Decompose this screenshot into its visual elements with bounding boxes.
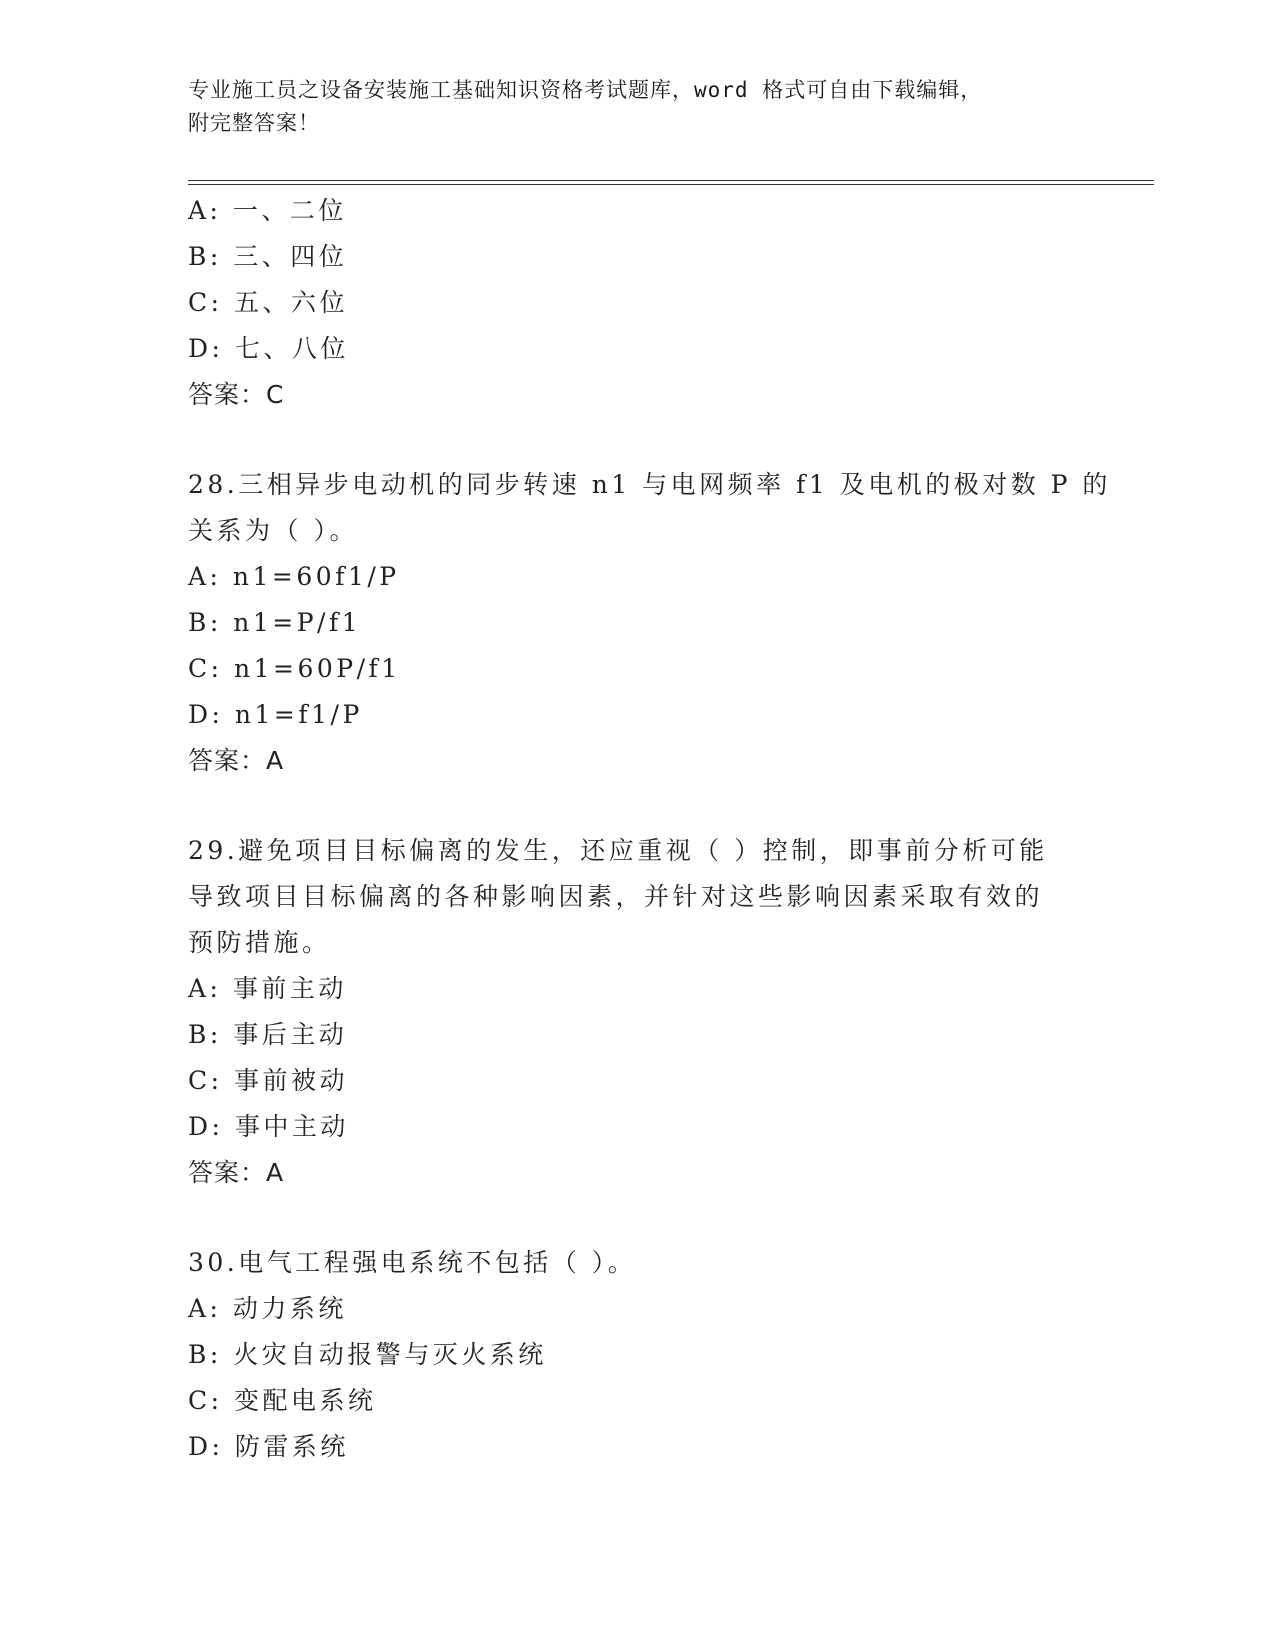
question-text-line: 关系为（ ）。 [188,516,358,545]
header-title-line-1: 专业施工员之设备安装施工基础知识资格考试题库，word 格式可自由下载编辑， [188,78,983,102]
header-title-line-2: 附完整答案！ [188,111,320,135]
answer-line: 答案：C [188,380,285,409]
option-d: D: 七、八位 [188,334,349,363]
question-text-line: 预防措施。 [188,928,331,957]
question-text-line: 28.三相异步电动机的同步转速 n1 与电网频率 f1 及电机的极对数 P 的 [188,470,1111,499]
option-a: A: 动力系统 [188,1294,347,1323]
header-divider-bottom [188,184,1154,185]
option-d: D: n1=f1/P [188,700,363,729]
option-a: A: n1=60f1/P [188,562,400,591]
question-block-30 [188,1240,1088,1470]
header-divider-top [188,180,1154,181]
question-list [188,188,1111,1470]
option-c: C: n1=60P/f1 [188,654,401,683]
question-block-29 [188,828,1088,1196]
question-block-28 [188,462,1111,784]
document-header [188,74,1088,140]
option-c: C: 变配电系统 [188,1386,377,1415]
option-b: B: n1=P/f1 [188,608,362,637]
option-c: C: 事前被动 [188,1066,348,1095]
option-a: A: 一、二位 [188,196,347,225]
option-b: B: 火灾自动报警与灭火系统 [188,1340,547,1369]
option-d: D: 事中主动 [188,1112,349,1141]
option-d: D: 防雷系统 [188,1432,349,1461]
option-b: B: 三、四位 [188,242,348,271]
option-a: A: 事前主动 [188,974,347,1003]
question-text-line: 29.避免项目目标偏离的发生，还应重视（ ）控制，即事前分析可能 [188,836,1048,865]
answer-line: 答案：A [188,746,285,775]
option-b: B: 事后主动 [188,1020,348,1049]
answer-line: 答案：A [188,1158,285,1187]
question-text-line: 30.电气工程强电系统不包括（ ）。 [188,1248,637,1277]
question-text-line: 导致项目目标偏离的各种影响因素，并针对这些影响因素采取有效的 [188,882,1044,911]
question-block-27 [188,188,1088,418]
option-c: C: 五、六位 [188,288,348,317]
